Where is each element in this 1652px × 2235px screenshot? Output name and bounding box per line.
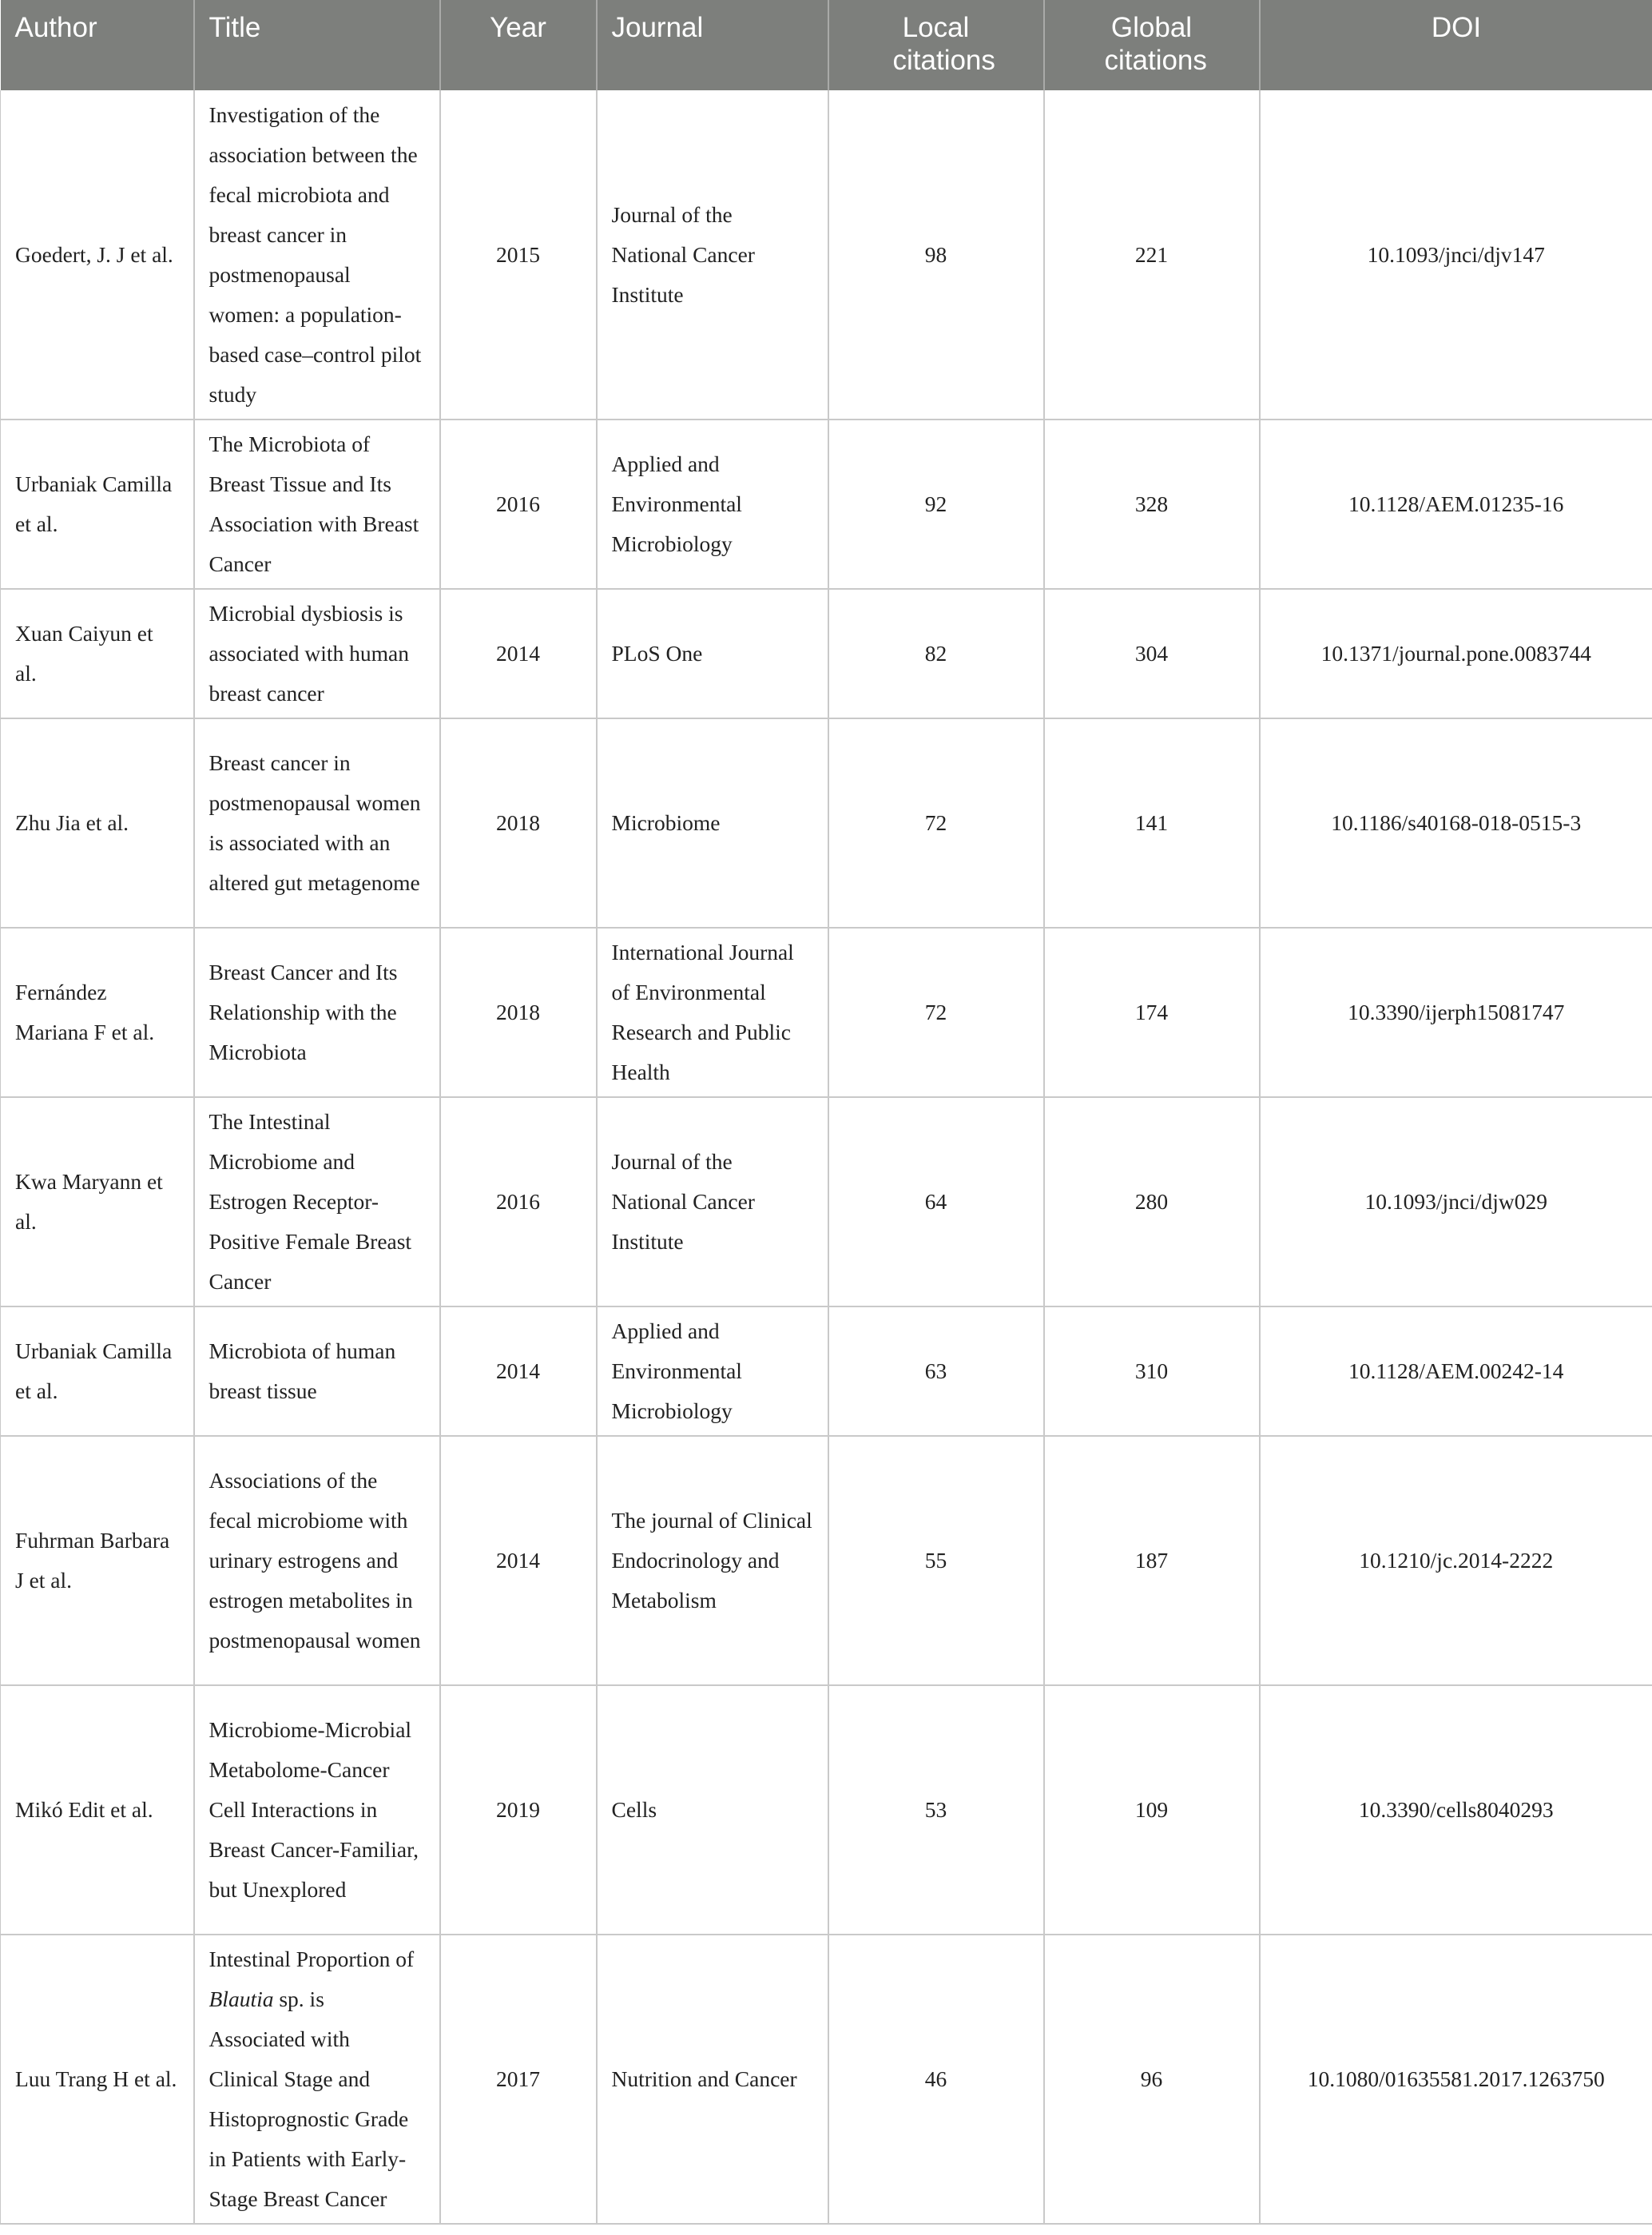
cell-journal: Cells (597, 1685, 828, 1935)
cell-journal: PLoS One (597, 589, 828, 718)
cell-author: Urbaniak Camilla et al. (1, 420, 194, 589)
title-italic-genus: Blautia (208, 1986, 274, 2011)
cell-doi: 10.1080/01635581.2017.1263750 (1260, 1935, 1652, 2224)
header-year: Year (440, 0, 597, 90)
header-local-citations: Local citations (828, 0, 1044, 90)
cell-year: 2014 (440, 589, 597, 718)
table-row (1, 1097, 1652, 1306)
table-row (1, 90, 1652, 420)
cell-doi: 10.1371/journal.pone.0083744 (1260, 589, 1652, 718)
cell-author: Fernández Mariana F et al. (1, 928, 194, 1097)
cell-doi: 10.3390/ijerph15081747 (1260, 928, 1652, 1097)
cell-author: Kwa Maryann et al. (1, 1097, 194, 1306)
cell-year: 2019 (440, 1685, 597, 1935)
cell-title: Investigation of the association between the fecal microbiota and breast cancer in postmenopausal women: a population-based case–control pilot study (194, 90, 440, 420)
cell-year: 2017 (440, 1935, 597, 2224)
cell-global-citations: 96 (1044, 1935, 1260, 2224)
cell-year: 2018 (440, 928, 597, 1097)
cell-title: Breast Cancer and Its Relationship with the Microbiota (194, 928, 440, 1097)
table-row (1, 1306, 1652, 1436)
cell-local-citations: 72 (828, 718, 1044, 928)
table-row (1, 718, 1652, 928)
cell-global-citations: 280 (1044, 1097, 1260, 1306)
cell-global-citations: 141 (1044, 718, 1260, 928)
table-row (1, 1436, 1652, 1685)
cell-author: Mikó Edit et al. (1, 1685, 194, 1935)
cell-title: The Microbiota of Breast Tissue and Its Association with Breast Cancer (194, 420, 440, 589)
cell-author: Urbaniak Camilla et al. (1, 1306, 194, 1436)
header-journal: Journal (597, 0, 828, 90)
cell-year: 2014 (440, 1436, 597, 1685)
title-suffix: sp. is Associated with Clinical Stage and Histoprognostic Grade in Patients with Early-Stage Breast Cancer (208, 1986, 409, 2211)
cell-title: The Intestinal Microbiome and Estrogen Receptor-Positive Female Breast Cancer (194, 1097, 440, 1306)
title-prefix: Intestinal Proportion of (208, 1947, 415, 1971)
header-doi: DOI (1260, 0, 1652, 90)
cell-journal: Journal of the National Cancer Institute (597, 90, 828, 420)
cell-local-citations: 55 (828, 1436, 1044, 1685)
table-body (1, 90, 1652, 2224)
cell-journal: The journal of Clinical Endocrinology and Metabolism (597, 1436, 828, 1685)
header-author: Author (1, 0, 194, 90)
cell-year: 2018 (440, 718, 597, 928)
cell-title: Associations of the fecal microbiome with urinary estrogens and estrogen metabolites in postmenopausal women (194, 1436, 440, 1685)
cell-author: Fuhrman Barbara J et al. (1, 1436, 194, 1685)
cell-local-citations: 98 (828, 90, 1044, 420)
cell-global-citations: 328 (1044, 420, 1260, 589)
cell-local-citations: 72 (828, 928, 1044, 1097)
cell-local-citations: 92 (828, 420, 1044, 589)
table-header (1, 0, 1652, 90)
cell-journal: Applied and Environmental Microbiology (597, 1306, 828, 1436)
cell-journal: International Journal of Environmental Research and Public Health (597, 928, 828, 1097)
cell-global-citations: 109 (1044, 1685, 1260, 1935)
cell-author: Goedert, J. J et al. (1, 90, 194, 420)
cell-local-citations: 64 (828, 1097, 1044, 1306)
header-row (1, 0, 1652, 90)
table-row (1, 928, 1652, 1097)
cell-year: 2014 (440, 1306, 597, 1436)
cell-global-citations: 310 (1044, 1306, 1260, 1436)
cell-global-citations: 174 (1044, 928, 1260, 1097)
cell-author: Xuan Caiyun et al. (1, 589, 194, 718)
cell-global-citations: 304 (1044, 589, 1260, 718)
cell-local-citations: 63 (828, 1306, 1044, 1436)
cell-journal: Journal of the National Cancer Institute (597, 1097, 828, 1306)
cell-journal: Nutrition and Cancer (597, 1935, 828, 2224)
cell-local-citations: 53 (828, 1685, 1044, 1935)
table-row (1, 1685, 1652, 1935)
cell-journal: Microbiome (597, 718, 828, 928)
cell-year: 2016 (440, 420, 597, 589)
cell-local-citations: 46 (828, 1935, 1044, 2224)
cell-year: 2016 (440, 1097, 597, 1306)
cell-doi: 10.1128/AEM.00242-14 (1260, 1306, 1652, 1436)
table-row (1, 1935, 1652, 2224)
cell-title: Microbial dysbiosis is associated with human breast cancer (194, 589, 440, 718)
table-row (1, 589, 1652, 718)
cell-doi: 10.1128/AEM.01235-16 (1260, 420, 1652, 589)
header-title: Title (194, 0, 440, 90)
cell-local-citations: 82 (828, 589, 1044, 718)
cell-author: Luu Trang H et al. (1, 1935, 194, 2224)
cell-year: 2015 (440, 90, 597, 420)
cell-title: Microbiome-Microbial Metabolome-Cancer Cell Interactions in Breast Cancer-Familiar, but Unexplored (194, 1685, 440, 1935)
cell-title: Microbiota of human breast tissue (194, 1306, 440, 1436)
cell-title: Breast cancer in postmenopausal women is associated with an altered gut metagenome (194, 718, 440, 928)
cell-doi: 10.1210/jc.2014-2222 (1260, 1436, 1652, 1685)
header-global-citations: Global citations (1044, 0, 1260, 90)
cell-global-citations: 187 (1044, 1436, 1260, 1685)
cell-doi: 10.1093/jnci/djv147 (1260, 90, 1652, 420)
cell-doi: 10.1186/s40168-018-0515-3 (1260, 718, 1652, 928)
cell-global-citations: 221 (1044, 90, 1260, 420)
table-row (1, 420, 1652, 589)
cell-doi: 10.1093/jnci/djw029 (1260, 1097, 1652, 1306)
cell-doi: 10.3390/cells8040293 (1260, 1685, 1652, 1935)
cell-author: Zhu Jia et al. (1, 718, 194, 928)
cell-journal: Applied and Environmental Microbiology (597, 420, 828, 589)
cell-title (194, 1935, 440, 2224)
